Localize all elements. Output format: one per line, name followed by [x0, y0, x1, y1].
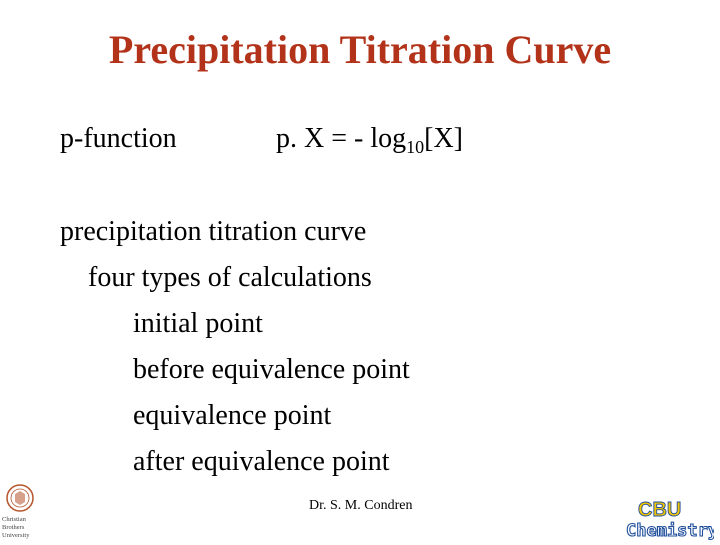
seal-line1: Christian — [2, 516, 26, 523]
cbu-chemistry-logo — [624, 496, 714, 540]
logo-chemistry: Chemistry — [626, 521, 714, 540]
seal-line3: University — [2, 532, 30, 539]
university-seal-logo — [0, 480, 42, 540]
pfunction-equation — [276, 123, 463, 157]
pfunction-label: p-function — [60, 123, 177, 154]
bullet-equivalence-point: equivalence point — [133, 400, 332, 431]
seal-line2: Brothers — [2, 524, 25, 531]
equation-suffix: [X] — [424, 123, 463, 154]
bullet-before-equivalence: before equivalence point — [133, 354, 410, 385]
logo-cbu: CBU — [638, 499, 682, 521]
equation-subscript: 10 — [406, 137, 425, 157]
equation-prefix: p. X = - log — [276, 123, 407, 154]
bullet-after-equivalence: after equivalence point — [133, 446, 390, 477]
footer-author: Dr. S. M. Condren — [309, 498, 413, 513]
bullet-titration-curve: precipitation titration curve — [60, 216, 367, 247]
bullet-initial-point: initial point — [133, 308, 263, 339]
slide-title: Precipitation Titration Curve — [108, 27, 612, 72]
bullet-calculation-types: four types of calculations — [88, 262, 372, 293]
